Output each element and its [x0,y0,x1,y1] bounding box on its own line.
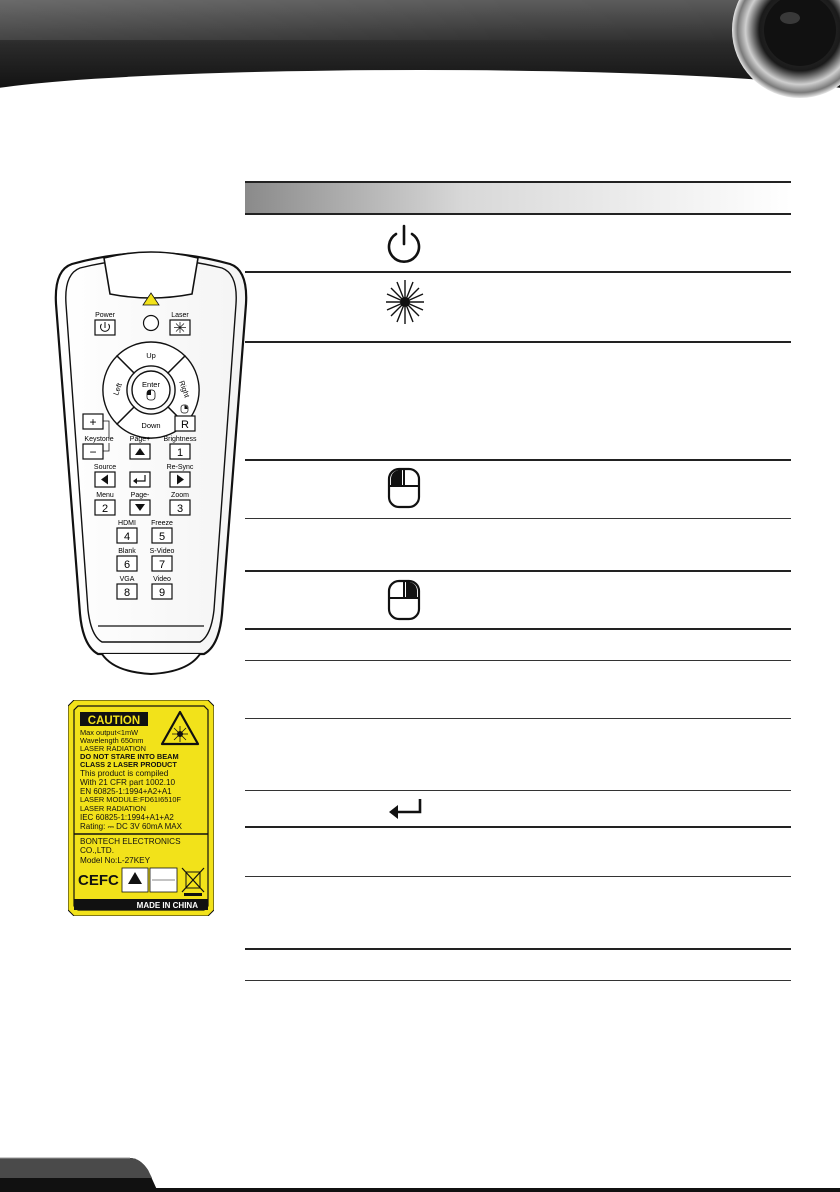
ce-fc-marks: CEFC [78,872,119,889]
label-resync: Re-Sync [166,464,194,471]
caution-line-8: EN 60825-1:1994+A2+A1 [80,787,172,796]
label-key-5: 5 [158,531,166,543]
mouse-right-click-icon [386,578,422,622]
caution-title: CAUTION [87,715,141,727]
header-swoosh [0,70,840,130]
row-divider [245,948,791,950]
label-key-2: 2 [101,503,109,515]
label-freeze: Freeze [151,520,173,527]
label-down: Down [141,421,161,430]
caution-line-12: Rating: ⎓ DC 3V 60mA MAX [80,822,182,831]
label-hdmi: HDMI [118,520,136,527]
label-zoom: Zoom [171,492,189,499]
maker-line-3: Model No:L-27KEY [80,856,151,865]
label-menu: Menu [96,492,114,499]
row-divider [245,980,791,981]
footer-bar [0,1130,840,1192]
row-divider [245,341,791,343]
label-video: Video [153,576,171,583]
row-divider [245,570,791,572]
caution-line-5: CLASS 2 LASER PRODUCT [80,760,177,769]
label-key-3: 3 [176,503,184,515]
power-icon [384,222,424,266]
laser-icon [384,278,426,326]
projector-lens-icon [730,0,840,100]
label-left: Left [111,381,125,397]
label-brightness: Brightness [163,436,197,443]
label-key-8: 8 [123,587,131,599]
row-divider [245,660,791,661]
label-vga: VGA [119,576,135,583]
made-in: MADE IN CHINA [136,901,198,910]
label-key-4: 4 [123,531,131,543]
caution-line-11: IEC 60825-1:1994+A1+A2 [80,813,174,822]
label-source: Source [93,464,117,471]
label-plus: + [89,415,97,429]
caution-line-9: LASER MODULE:FD61I6510F [80,795,182,804]
caution-line-4: DO NOT STARE INTO BEAM [80,752,179,761]
label-r: R [181,419,189,431]
label-keystone: Keystone [84,436,114,443]
label-up: Up [146,351,156,360]
label-minus: − [89,445,97,459]
header-shine [0,0,840,40]
row-divider [245,628,791,630]
row-divider [245,876,791,877]
caution-line-3: LASER RADIATION [80,744,146,753]
label-blank: Blank [118,548,136,555]
label-laser: Laser [171,312,189,319]
label-svideo: S-Video [149,548,175,555]
label-key-6: 6 [123,559,131,571]
caution-line-2: Wavelength 650nm [80,736,144,745]
row-divider [245,271,791,273]
label-key-1: 1 [176,447,184,459]
maker-line-2: CO.,LTD. [80,846,114,855]
label-right: Right [177,379,192,399]
caution-line-1: Max output<1mW [80,728,139,737]
row-divider [245,826,791,828]
laser-caution-label [68,700,214,916]
mouse-left-click-icon [386,466,422,510]
remote-control [54,244,248,676]
label-page-up: Page+ [129,436,151,443]
label-enter: Enter [142,380,160,389]
caution-line-6: This product is compiled [80,769,169,778]
caution-line-10: LASER RADIATION [80,804,146,813]
label-page-down: Page- [130,492,150,499]
label-power: Power [95,312,115,319]
row-divider [245,790,791,791]
enter-icon [386,796,426,822]
label-key-7: 7 [158,559,166,571]
row-divider [245,518,791,519]
row-divider [245,718,791,719]
caution-line-7: With 21 CFR part 1002.10 [80,778,176,787]
label-key-9: 9 [158,587,166,599]
table-header [245,181,791,215]
row-divider [245,459,791,461]
enter-button[interactable] [130,472,150,487]
maker-line-1: BONTECH ELECTRONICS [80,837,181,846]
